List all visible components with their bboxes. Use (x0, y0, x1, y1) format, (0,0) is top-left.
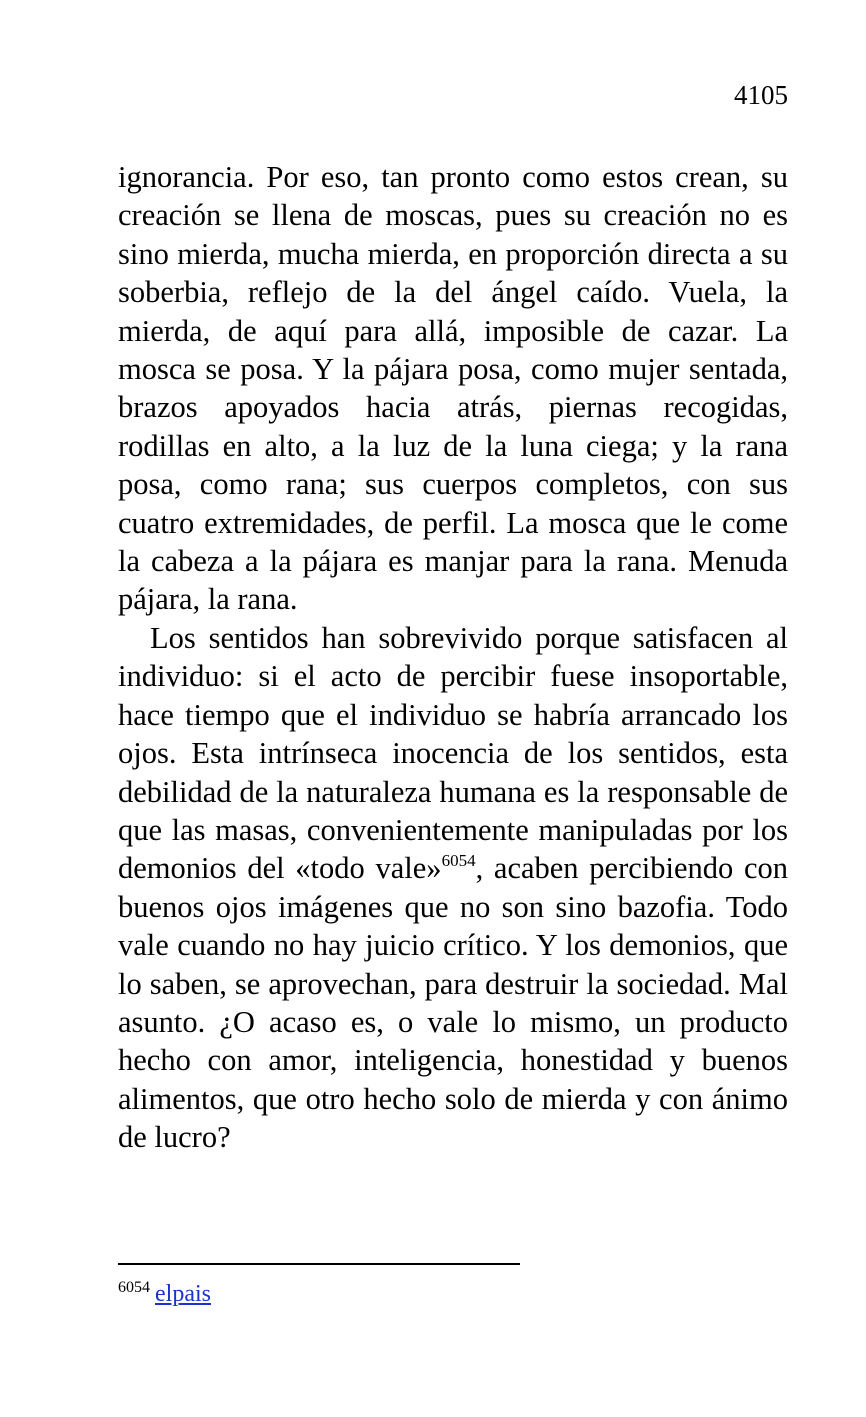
paragraph-2-text-before-note: Los sentidos han sobrevivido porque satisfacen al individuo: si el acto de percibir fuese insoportable, hace tiempo que el individuo se habría arrancado los ojos. Esta intrínseca inocencia de los sentidos, esta debilidad de la naturaleza humana es la responsable de que las masas, convenientemente manipuladas por los demonios del «todo vale» (118, 620, 788, 886)
footnote-number: 6054 (118, 1279, 150, 1296)
footnote-link[interactable]: elpais (155, 1281, 211, 1307)
paragraph-1: ignorancia. Por eso, tan pronto como estos crean, su creación se llena de moscas, pues su creación no es sino mierda, mucha mierda, en proporción directa a su soberbia, reflejo de la del ángel caído. Vuela, la mierda, de aquí para allá, imposible de cazar. La mosca se posa. Y la pájara posa, como mujer sentada, brazos apoyados hacia atrás, piernas recogidas, rodillas en alto, a la luz de la luna ciega; y la rana posa, como rana; sus cuerpos completos, con sus cuatro extremidades, de perfil. La mosca que le come la cabeza a la pájara es manjar para la rana. Menuda pájara, la rana. (118, 160, 788, 617)
footnote-divider (118, 1263, 520, 1265)
paragraph-2-text-after-note: , acaben percibiendo con buenos ojos imágenes que no son sino bazofia. Todo vale cuando no hay juicio crítico. Y los demonios, que lo saben, se aprovechan, para destruir la sociedad. Mal asunto. ¿O acaso es, o vale lo mismo, un producto hecho con amor, inteligencia, honestidad y buenos alimentos, que otro hecho solo de mierda y con ánimo de lucro? (118, 851, 789, 1155)
footnote (118, 1279, 211, 1309)
paragraph-2 (118, 619, 788, 1157)
page-number: 4105 (734, 80, 788, 110)
body-text (118, 158, 788, 1157)
footnote-reference[interactable]: 6054 (441, 851, 476, 871)
